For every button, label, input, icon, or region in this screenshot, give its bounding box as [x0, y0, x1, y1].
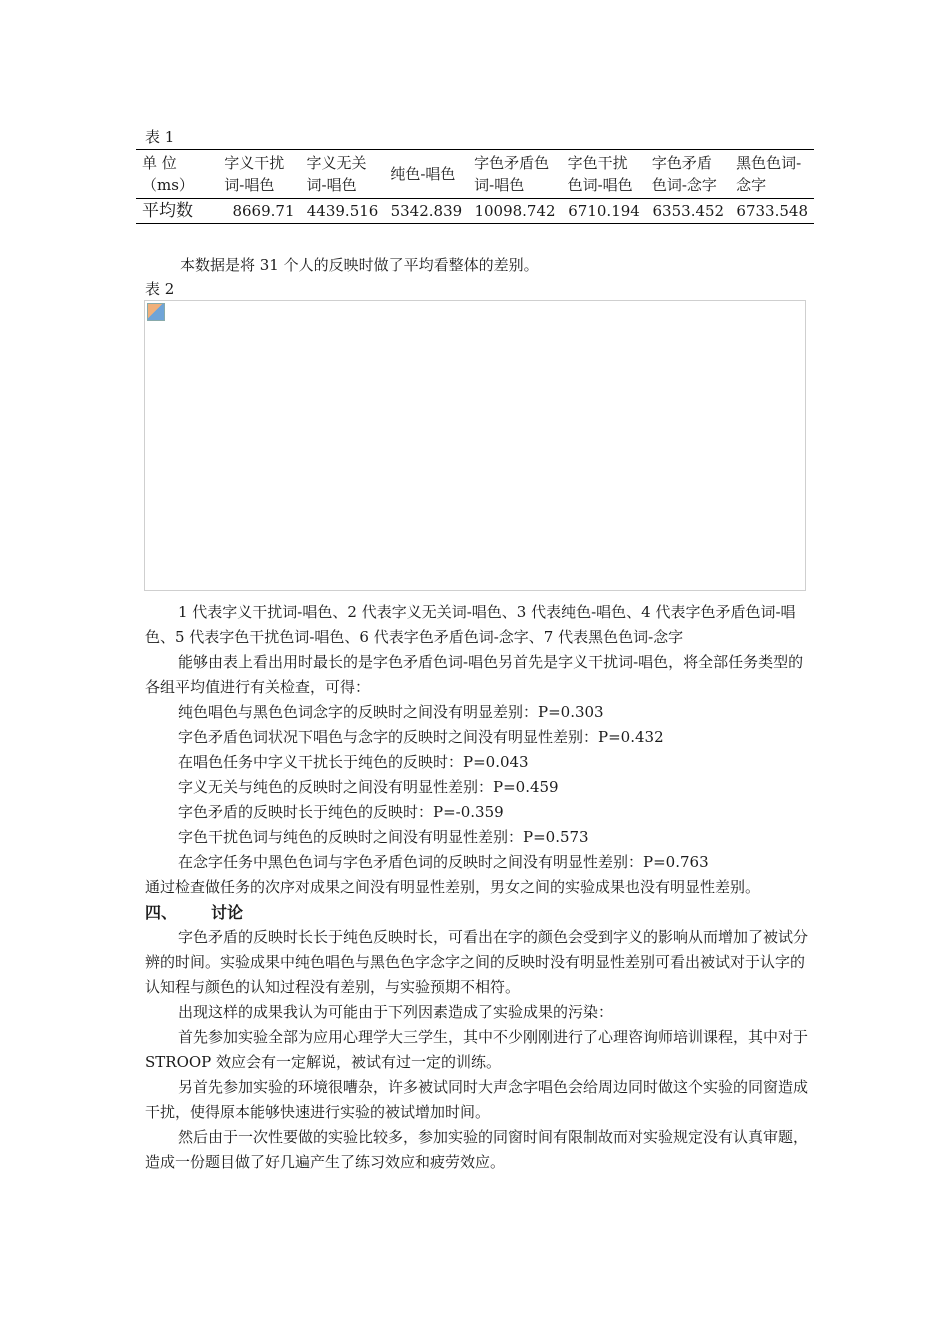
- table1-header: 字色矛盾色词-唱色: [468, 150, 561, 199]
- table1-header: 字色干扰色词-唱色: [562, 150, 646, 199]
- table1-cell: 6710.194: [562, 199, 646, 224]
- discussion-paragraph: 然后由于一次性要做的实验比较多，参加实验的同窗时间有限制故而对实验规定没有认真审题，造成一份题目做了好几遍产生了练习效应和疲劳效应。: [145, 1128, 809, 1171]
- table1-header: 字色矛盾色词-念字: [646, 150, 730, 199]
- table1-note: 本数据是将 31 个人的反映时做了平均看整体的差别。: [180, 256, 539, 274]
- table1-row: [136, 199, 814, 224]
- section-number: 四、: [145, 903, 178, 922]
- table1: [136, 149, 814, 224]
- order-note: 通过检查做任务的次序对成果之间没有明显性差别，男女之间的实验成果也没有明显性差别。: [145, 878, 761, 896]
- section-heading: [145, 900, 810, 925]
- result-line: 字色矛盾色词状况下唱色与念字的反映时之间没有明显性差别：P=0.432: [178, 728, 664, 746]
- result-line: 字色干扰色词与纯色的反映时之间没有明显性差别：P=0.573: [178, 828, 589, 846]
- result-line: 字色矛盾的反映时长于纯色的反映时：P=-0.359: [178, 803, 504, 821]
- table1-cell: 10098.742: [468, 199, 561, 224]
- discussion-paragraph: 另首先参加实验的环境很嘈杂，许多被试同时大声念字唱色会给周边同时做这个实验的同窗造成干扰，使得原本能够快速进行实验的被试增加时间。: [145, 1078, 809, 1121]
- discussion-paragraph: 出现这样的成果我认为可能由于下列因素造成了实验成果的污染：: [178, 1003, 614, 1021]
- table1-cell: 8669.71: [218, 199, 300, 224]
- body-text: [145, 600, 810, 1175]
- table1-cell: 6733.548: [730, 199, 814, 224]
- broken-image-icon: [147, 303, 165, 321]
- table1-header: 字义无关词-唱色: [301, 150, 385, 199]
- result-line: 在唱色任务中字义干扰长于纯色的反映时：P=0.043: [178, 753, 529, 771]
- result-line: 纯色唱色与黑色色词念字的反映时之间没有明显差别：P=0.303: [178, 703, 604, 721]
- discussion-paragraph: 字色矛盾的反映时长长于纯色反映时长，可看出在字的颜色会受到字义的影响从而增加了被试分辨的时间。实验成果中纯色唱色与黑色色字念字之间的反映时没有明显性差别可看出被试对于认字的认知程与颜色的认知过程没有差别，与实验预期不相符。: [145, 928, 809, 996]
- table1-header: 纯色-唱色: [384, 150, 468, 199]
- table1-cell: 6353.452: [646, 199, 730, 224]
- table1-header: 单 位（ms）: [136, 150, 218, 199]
- table1-caption: 表 1: [145, 128, 175, 146]
- section-title: 讨论: [211, 903, 244, 922]
- analysis-intro: 能够由表上看出用时最长的是字色矛盾色词-唱色另首先是字义干扰词-唱色，将全部任务类型的各组平均值进行有关检查，可得：: [145, 653, 804, 696]
- result-line: 字义无关与纯色的反映时之间没有明显性差别：P=0.459: [178, 778, 559, 796]
- table1-header: 黑色色词-念字: [730, 150, 814, 199]
- table1-cell: 5342.839: [384, 199, 468, 224]
- discussion-paragraph: 首先参加实验全部为应用心理学大三学生，其中不少刚刚进行了心理咨询师培训课程，其中对于 STROOP 效应会有一定解说，被试有过一定的训练。: [145, 1028, 809, 1071]
- table1-row-label: 平均数: [136, 199, 218, 224]
- legend-paragraph: 1 代表字义干扰词-唱色、2 代表字义无关词-唱色、3 代表纯色-唱色、4 代表字色矛盾色词-唱色、5 代表字色干扰色词-唱色、6 代表字色矛盾色词-念字、7 代表黑色色词-念字: [145, 603, 796, 646]
- table1-header: 字义干扰词-唱色: [218, 150, 300, 199]
- result-line: 在念字任务中黑色色词与字色矛盾色词的反映时之间没有明显性差别：P=0.763: [178, 853, 709, 871]
- table1-header-row: [136, 150, 814, 199]
- table1-cell: 4439.516: [301, 199, 385, 224]
- table2-caption: 表 2: [145, 280, 175, 298]
- table2-image-placeholder: [144, 300, 806, 591]
